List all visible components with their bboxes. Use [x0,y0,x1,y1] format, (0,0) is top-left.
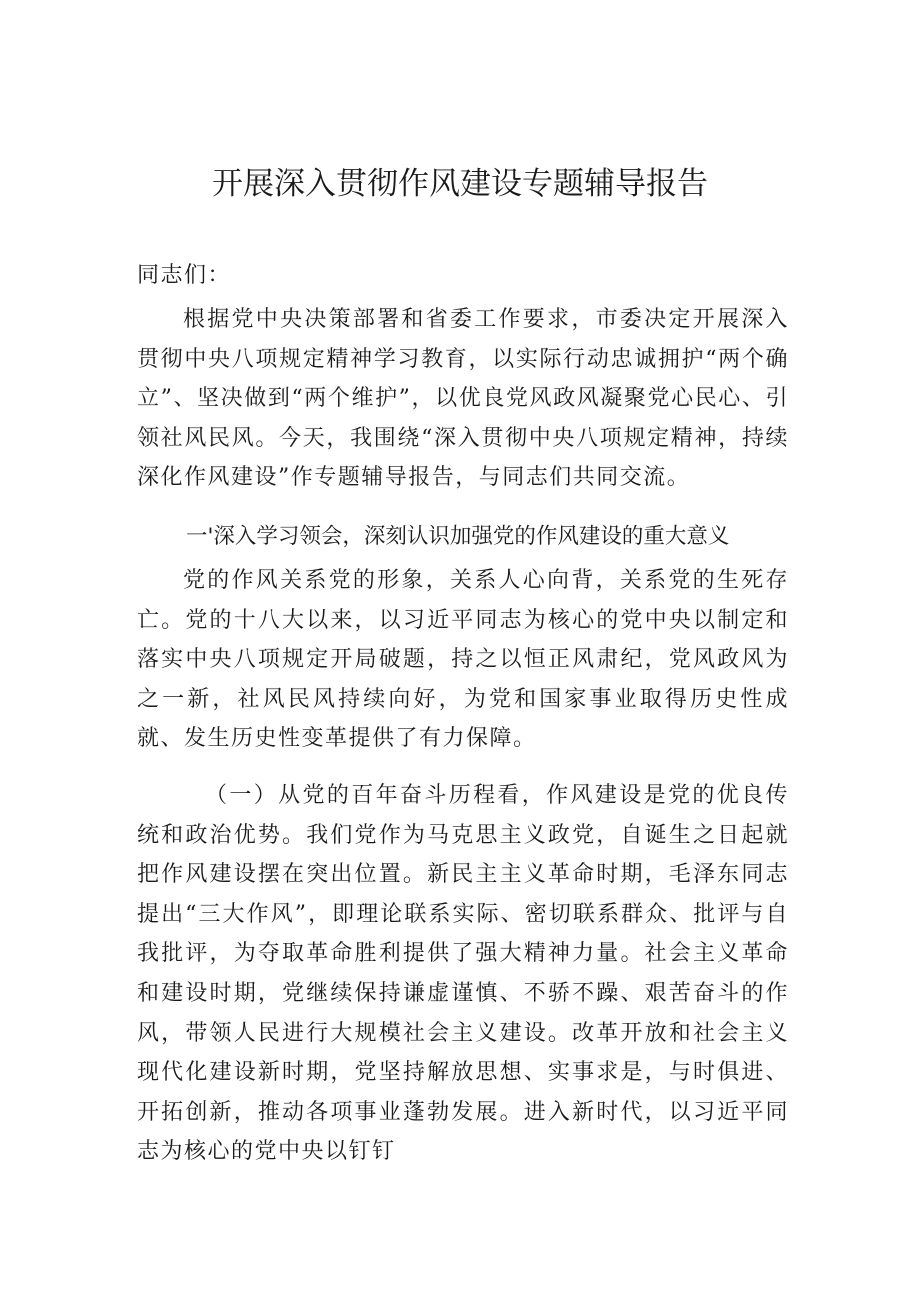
salutation: 同志们： [137,263,232,288]
section-heading-1: 一'深入学习领会，深刻认识加强党的作风建设的重大意义 [186,524,730,549]
document-title: 开展深入贯彻作风建设专题辅导报告 [212,166,708,202]
intro-paragraph: 根据党中央决策部署和省委工作要求，市委决定开展深入贯彻中央八项规定精神学习教育，以实际行动忠诚拥护“两个确立”、坚决做到“两个维护”，以优良党风政风凝聚党心民心、引领社风民风。今天，我围绕“深入贯彻中央八项规定精神，持续深化作风建设”作专题辅导报告，与同志们共同交流。 [137,307,789,491]
subsection-1-paragraph: （一）从党的百年奋斗历程看，作风建设是党的优良传统和政治优势。我们党作为马克思主义政党，自诞生之日起就把作风建设摆在突出位置。新民主主义革命时期，毛泽东同志提出“三大作风”，即理论联系实际、密切联系群众、批评与自我批评，为夺取革命胜利提供了强大精神力量。社会主义革命和建设时期，党继续保持谦虚谨慎、不骄不躁、艰苦奋斗的作风，带领人民进行大规模社会主义建设。改革开放和社会主义现代化建设新时期，党坚持解放思想、实事求是，与时俱进、开拓创新，推动各项事业蓬勃发展。进入新时代，以习近平同志为核心的党中央以钉钉 [137,783,789,1165]
section-1-paragraph: 党的作风关系党的形象，关系人心向背，关系党的生死存亡。党的十八大以来，以习近平同志为核心的党中央以制定和落实中央八项规定开局破题，持之以恒正风肃纪，党风政风为之一新，社风民风持续向好，为党和国家事业取得历史性成就、发生历史性变革提供了有力保障。 [137,568,789,752]
